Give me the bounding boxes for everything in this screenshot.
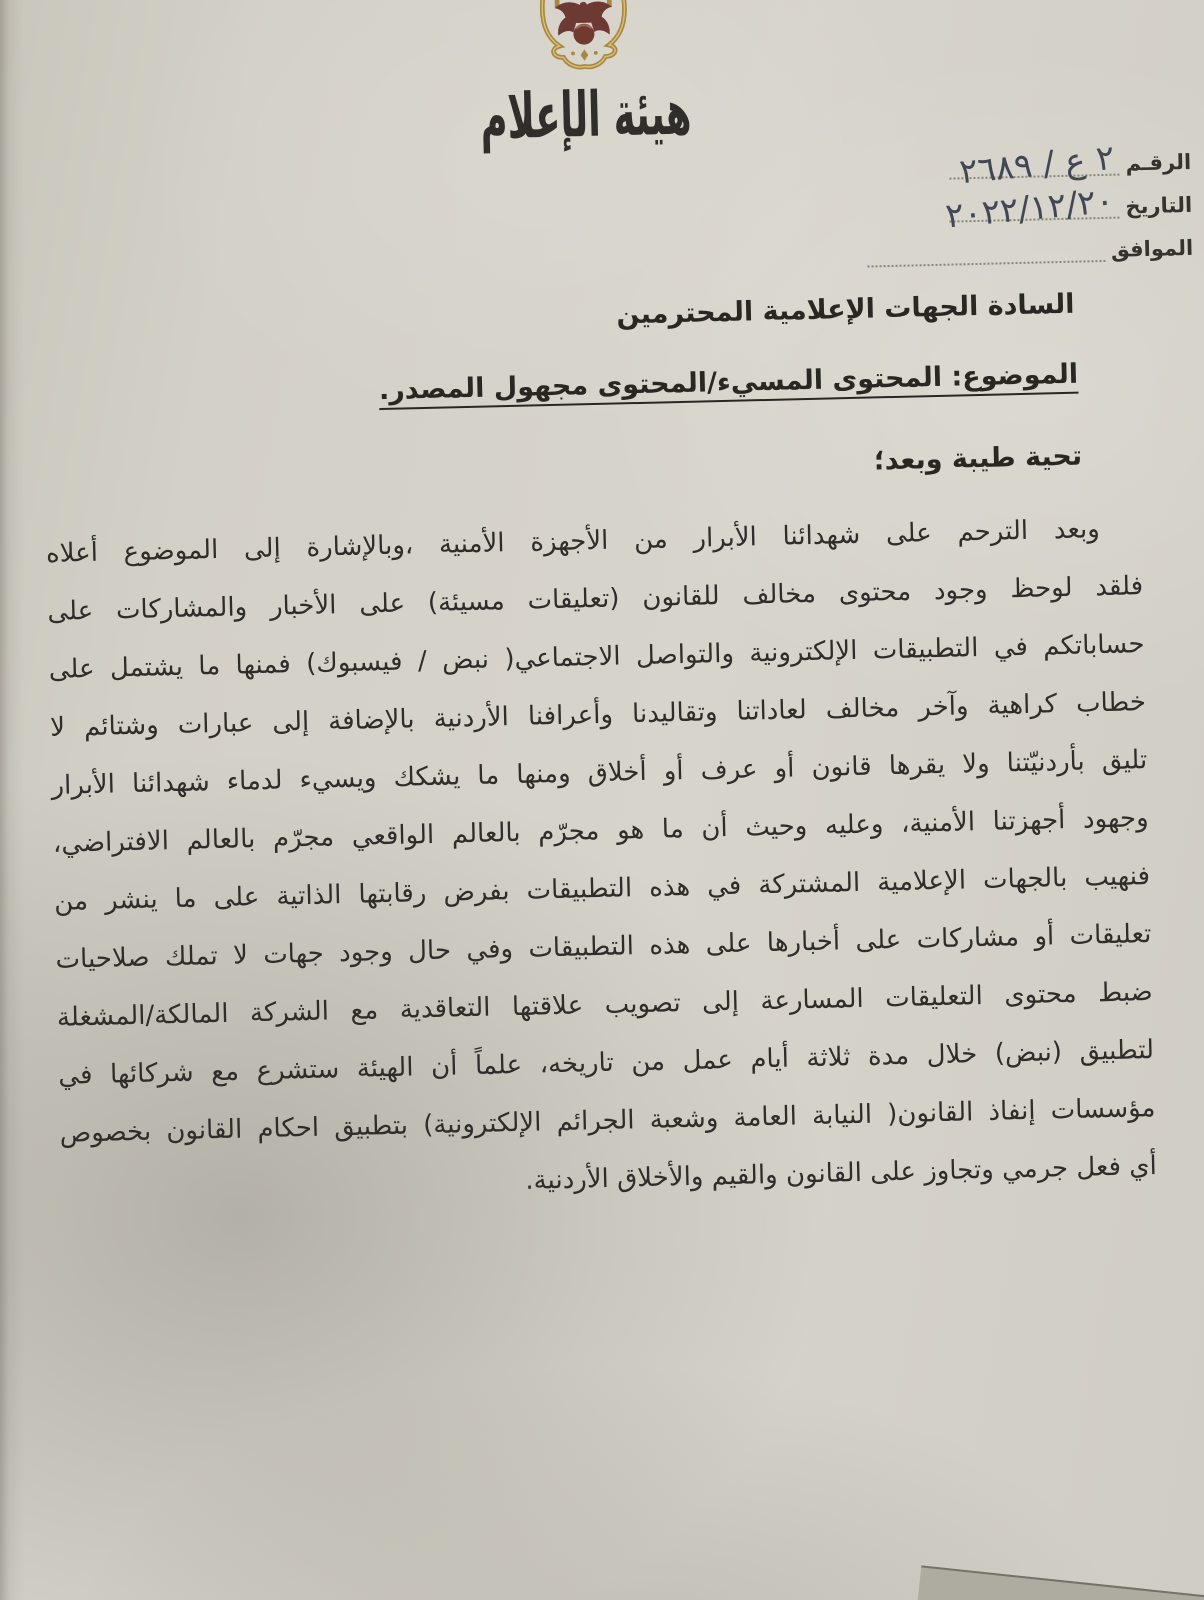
reference-number-row [851,137,1192,193]
body-line: تليق بأردنيّتنا ولا يقرها قانون أو عرف أو أخلاق ومنها ما يشكك ويسيء لدماء شهدائنا الأبرار [51,745,1148,801]
jordan-royal-crest-icon [526,0,642,75]
body-line: وبعد الترحم على شهدائنا الأبرار من الأجهزة الأمنية ،وبالإشارة إلى الموضوع أعلاه [45,514,1101,569]
date-handwritten-value: ٢٠٢٢/١٢/٢٠ [944,180,1117,237]
subject-line: الموضوع: المحتوى المسيء/المحتوى مجهول المصدر. [378,358,1079,407]
number-label: الرقـم [1125,149,1192,176]
body-line: فنهيب بالجهات الإعلامية المشتركة في هذه التطبيقات بفرض رقابتها الذاتية على ما ينشر من [53,861,1151,917]
body-line: أي فعل جرمي وتجاوز على القانون والقيم والأخلاق الأردنية. [525,1150,1158,1196]
body-line: وجهود أجهزتنا الأمنية، وعليه وحيث أن ما هو مجرّم بالعالم الواقعي مجرّم بالعالم الافتراضي، [52,803,1149,859]
body-line: حساباتكم في التطبيقات الإلكترونية والتواصل الاجتماعي( نبض / فيسبوك) فمنها ما يشتمل على [48,629,1145,685]
body-line: لتطبيق (نبض) خلال مدة ثلاثة أيام عمل من تاريخه، علماً أن الهيئة ستشرع مع شركائها في [57,1035,1155,1091]
body-line: ضبط محتوى التعليقات المسارعة إلى تصويب علاقتها التعاقدية مع الشركة المالكة/المشغلة [56,977,1154,1033]
number-handwritten-value: ٢ ع / ٢٦٨٩ [957,137,1117,193]
body-line: فلقد لوحظ وجود محتوى مخالف للقانون (تعليقات مسيئة) على الأخبار والمشاركات على [47,571,1144,627]
corresponding-dotted-line [867,232,1106,268]
body-line: خطاب كراهية وآخر مخالف لعاداتنا وتقاليدنا وأعرافنا الأردنية بالإضافة إلى عبارات وشتائم لا [49,687,1147,743]
body-line: مؤسسات إنفاذ القانون( النيابة العامة وشعبة الجرائم الإلكترونية) بتطبيق احكام القانون بخصوص [59,1093,1156,1149]
addressee-line: السادة الجهات الإعلامية المحترمين [616,288,1075,331]
number-dotted-line [949,137,1120,193]
date-dotted-line [944,180,1120,237]
letter-body [45,499,1157,1221]
reference-corresponding-row [853,228,1194,268]
greeting-line: تحية طيبة وبعد؛ [873,440,1083,477]
organization-calligraphy: هيئة الإعلام [479,77,693,154]
body-line: تعليقات أو مشاركات على أخبارها على هذه التطبيقات وفي حال وجود جهات لا تملك صلاحيات [55,919,1152,975]
corresponding-label: الموافق [1110,235,1194,262]
date-label: التاريخ [1125,192,1193,219]
reference-block [851,137,1194,279]
reference-date-row [852,180,1193,237]
